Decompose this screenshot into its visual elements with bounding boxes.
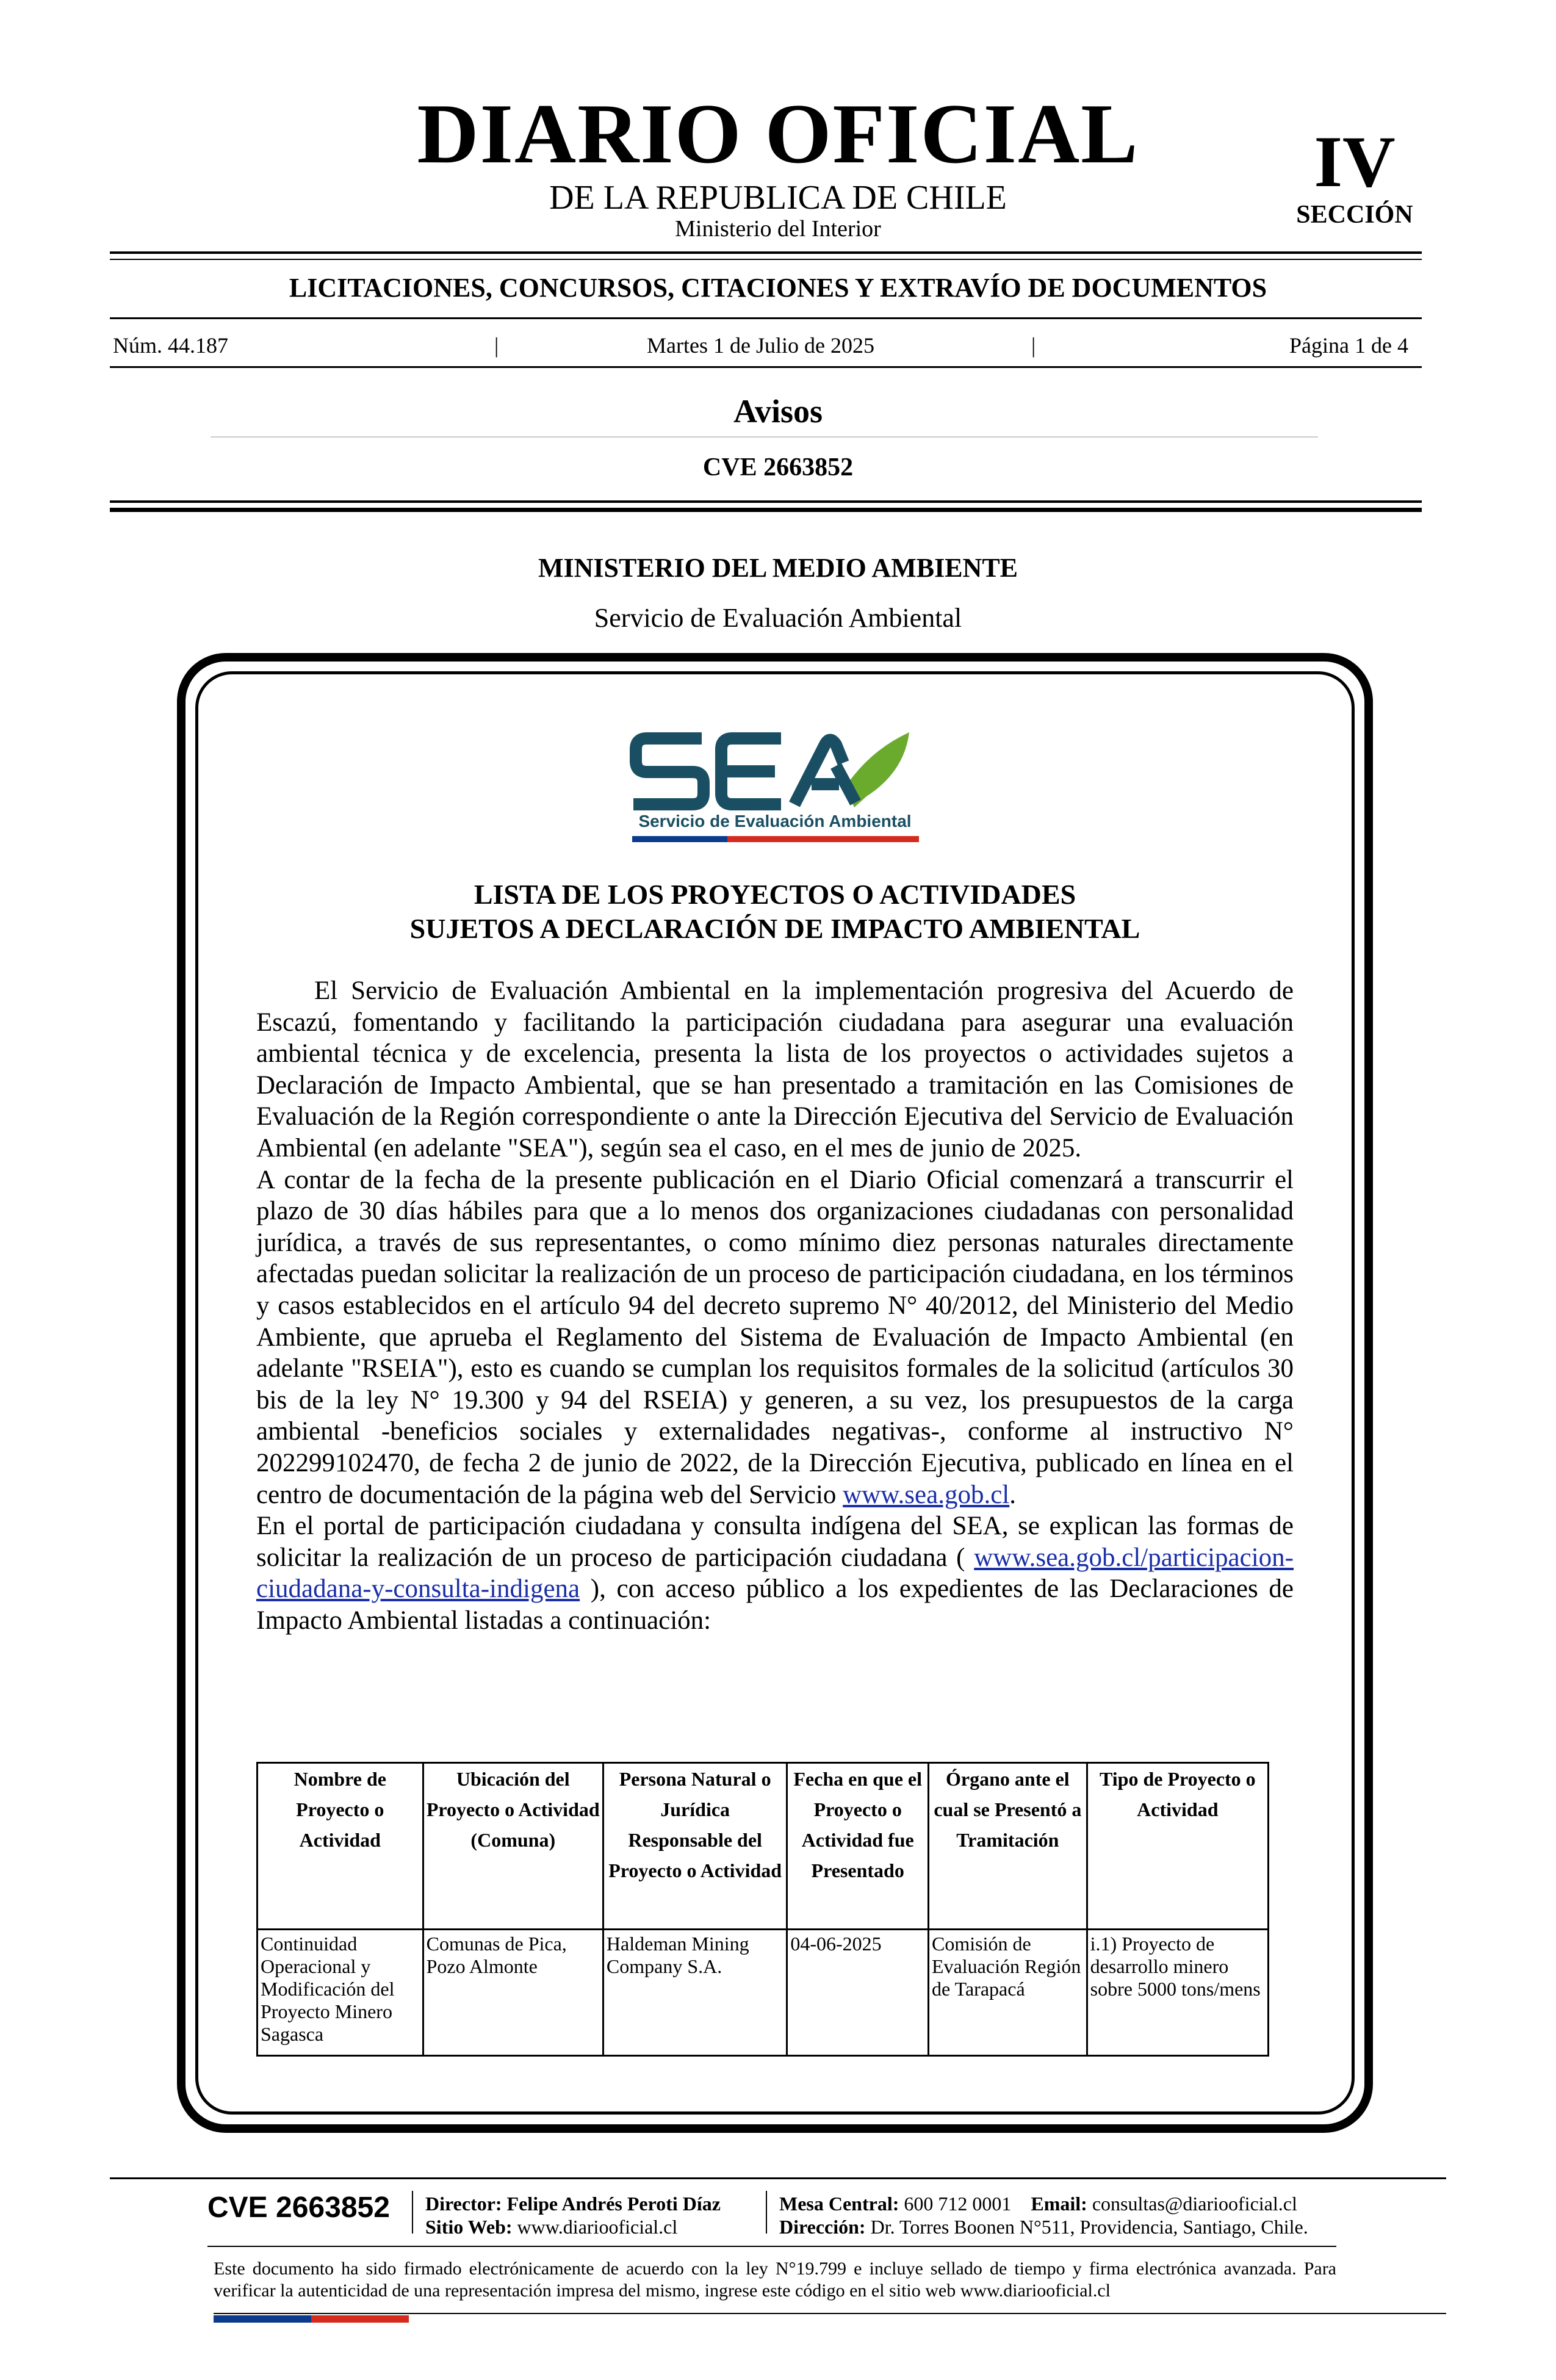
footer-signature-note: Este documento ha sido firmado electrónicamente de acuerdo con la ley N°19.799 e incluye sellado de tiempo y firma electrónica avanzada. Para verificar la autenticidad de una representación impresa del mismo, ingrese este código en el sitio web www.diariooficial.cl (214, 2259, 1336, 2301)
rule-avisos (211, 436, 1318, 438)
rule-top-2 (110, 259, 1422, 260)
footer-address-label: Dirección: (779, 2216, 866, 2238)
logo-flag-red (727, 836, 919, 842)
issue-date: Martes 1 de Julio de 2025 (647, 333, 874, 358)
footer-director-label: Director: (425, 2193, 502, 2215)
footer-rule-bottom (214, 2313, 1446, 2314)
footer-address: Dr. Torres Boonen N°511, Providencia, Santiago, Chile. (870, 2216, 1308, 2238)
cell-organ: Comisión de Evaluación Región de Tarapacá (929, 1930, 1087, 2056)
header-type: Tipo de Proyecto o Actividad (1087, 1763, 1268, 1930)
participation-portal-link[interactable]: www.sea.gob.cl/participacion-ciudadana-y-consulta-indigena (256, 1543, 1294, 1604)
footer-director-name: Felipe Andrés Peroti Díaz (506, 2193, 721, 2215)
issue-number: Núm. 44.187 (113, 333, 228, 358)
rule-cve-1 (110, 500, 1422, 503)
table-header-row (258, 1763, 1269, 1930)
list-title-line-1: LISTA DE LOS PROYECTOS O ACTIVIDADES (474, 879, 1076, 910)
footer-flag-blue (214, 2315, 311, 2323)
footer-site-label: Sitio Web: (425, 2216, 513, 2238)
sea-logo-text: Servicio de Evaluación Ambiental (638, 812, 912, 831)
masthead-ministry: Ministerio del Interior (675, 216, 881, 242)
footer-phone: 600 712 0001 (904, 2193, 1012, 2215)
cell-date: 04-06-2025 (787, 1930, 929, 2056)
footer-rule-mid (207, 2246, 1336, 2247)
masthead-subtitle: DE LA REPUBLICA DE CHILE (549, 179, 1007, 217)
header-organ: Órgano ante el cual se Presentó a Tramitación (929, 1763, 1087, 1930)
notice-category: Avisos (733, 393, 823, 430)
header-date: Fecha en que el Proyecto o Actividad fue Presentado (787, 1763, 929, 1930)
footer-site[interactable]: www.diariooficial.cl (517, 2216, 678, 2238)
rule-top-1 (110, 251, 1422, 254)
footer-phone-label: Mesa Central: (779, 2193, 899, 2215)
cell-project-name: Continuidad Operacional y Modificación del Proyecto Minero Sagasca (258, 1930, 423, 2056)
footer-director-line (425, 2192, 721, 2215)
footer-rule-top (110, 2177, 1446, 2179)
header-project-name: Nombre de Proyecto o Actividad (258, 1763, 423, 1930)
table-row (258, 1930, 1269, 2056)
header-responsible: Persona Natural o Jurídica Responsable del Proyecto o Actividad (603, 1763, 787, 1930)
rule-meta-top (110, 317, 1422, 319)
cell-responsible: Haldeman Mining Company S.A. (603, 1930, 787, 2056)
notice-body (256, 975, 1294, 1636)
paragraph-portal (256, 1510, 1294, 1636)
paragraph-deadline (256, 1164, 1294, 1511)
footer-site-line (425, 2215, 721, 2238)
cell-type: i.1) Proyecto de desarrollo minero sobre 5000 tons/mens (1087, 1930, 1268, 2056)
paragraph-deadline-end: . (1009, 1480, 1016, 1509)
meta-separator-1: | (494, 333, 499, 358)
paragraph-portal-end: ), con acceso público a los expedientes de las Declaraciones de Impacto Ambiental listadas a continuación: (256, 1574, 1294, 1635)
list-title-line-2: SUJETOS A DECLARACIÓN DE IMPACTO AMBIENTAL (409, 913, 1140, 945)
section-label: SECCIÓN (1296, 201, 1413, 229)
section-number: IV (1314, 121, 1396, 202)
section-title: LICITACIONES, CONCURSOS, CITACIONES Y EXTRAVÍO DE DOCUMENTOS (289, 273, 1267, 303)
rule-cve-2 (110, 508, 1422, 512)
sea-website-link[interactable]: www.sea.gob.cl (843, 1480, 1010, 1509)
header-location: Ubicación del Proyecto o Actividad (Comuna) (423, 1763, 603, 1930)
footer-email[interactable]: consultas@diariooficial.cl (1092, 2193, 1297, 2215)
cell-location: Comunas de Pica, Pozo Almonte (423, 1930, 603, 2056)
paragraph-portal-text: En el portal de participación ciudadana y consulta indígena del SEA, se explican las formas de solicitar la realización de un proceso de participación ciudadana ( (256, 1512, 1294, 1572)
masthead-title: DIARIO OFICIAL (417, 87, 1139, 181)
footer-address-line (779, 2215, 1308, 2238)
notice-cve: CVE 2663852 (702, 453, 854, 481)
service-name: Servicio de Evaluación Ambiental (594, 603, 962, 633)
page-number: Página 1 de 4 (1289, 333, 1408, 358)
rule-meta-bottom (110, 366, 1422, 368)
footer-contact-block (779, 2192, 1308, 2238)
paragraph-deadline-text: A contar de la fecha de la presente publicación en el Diario Oficial comenzará a transcurrir el plazo de 30 días hábiles para que a lo menos dos organizaciones ciudadanas con personalidad jurídica, a través de sus representantes, o como mínimo diez personas naturales directamente afectadas puedan solicitar la realización de un proceso de participación ciudadana, en los términos y casos establecidos en el artículo 94 del decreto supremo N° 40/2012, del Ministerio del Medio Ambiente, que aprueba el Reglamento del Sistema de Evaluación de Impacto Ambiental (en adelante "RSEIA"), esto es cuando se cumplan los requisitos formales de la solicitud (artículos 30 bis de la ley N° 19.300 y 94 del RSEIA) y generen, a su vez, los presupuestos de la carga ambiental -beneficios sociales y externalidades negativas-, conforme al instructivo N° 202299102470, de fecha 2 de junio de 2022, de la Dirección Ejecutiva, publicado en línea en el centro de documentación de la página web del Servicio (256, 1165, 1294, 1509)
logo-flag-blue (632, 836, 727, 842)
organization-name: MINISTERIO DEL MEDIO AMBIENTE (538, 553, 1018, 583)
footer-director-block (425, 2192, 721, 2238)
sea-logo (629, 729, 921, 851)
footer-phone-line (779, 2192, 1308, 2215)
list-title (195, 878, 1355, 946)
footer-email-label: Email: (1031, 2193, 1087, 2215)
paragraph-intro: El Servicio de Evaluación Ambiental en la implementación progresiva del Acuerdo de Escazú, fomentando y facilitando la participación ciudadana para asegurar una evaluación ambiental técnica y de excelencia, presenta la lista de los proyectos o actividades sujetos a Declaración de Impacto Ambiental, que se han presentado a tramitación en las Comisiones de Evaluación de la Región correspondiente o ante la Dirección Ejecutiva del Servicio de Evaluación Ambiental (en adelante "SEA"), según sea el caso, en el mes de junio de 2025. (256, 976, 1294, 1163)
footer-flag-red (311, 2315, 409, 2323)
footer-separator-1 (412, 2191, 413, 2234)
meta-separator-2: | (1031, 333, 1036, 358)
projects-table (256, 1762, 1269, 2057)
footer-separator-2 (766, 2191, 767, 2234)
footer-cve: CVE 2663852 (207, 2191, 390, 2224)
